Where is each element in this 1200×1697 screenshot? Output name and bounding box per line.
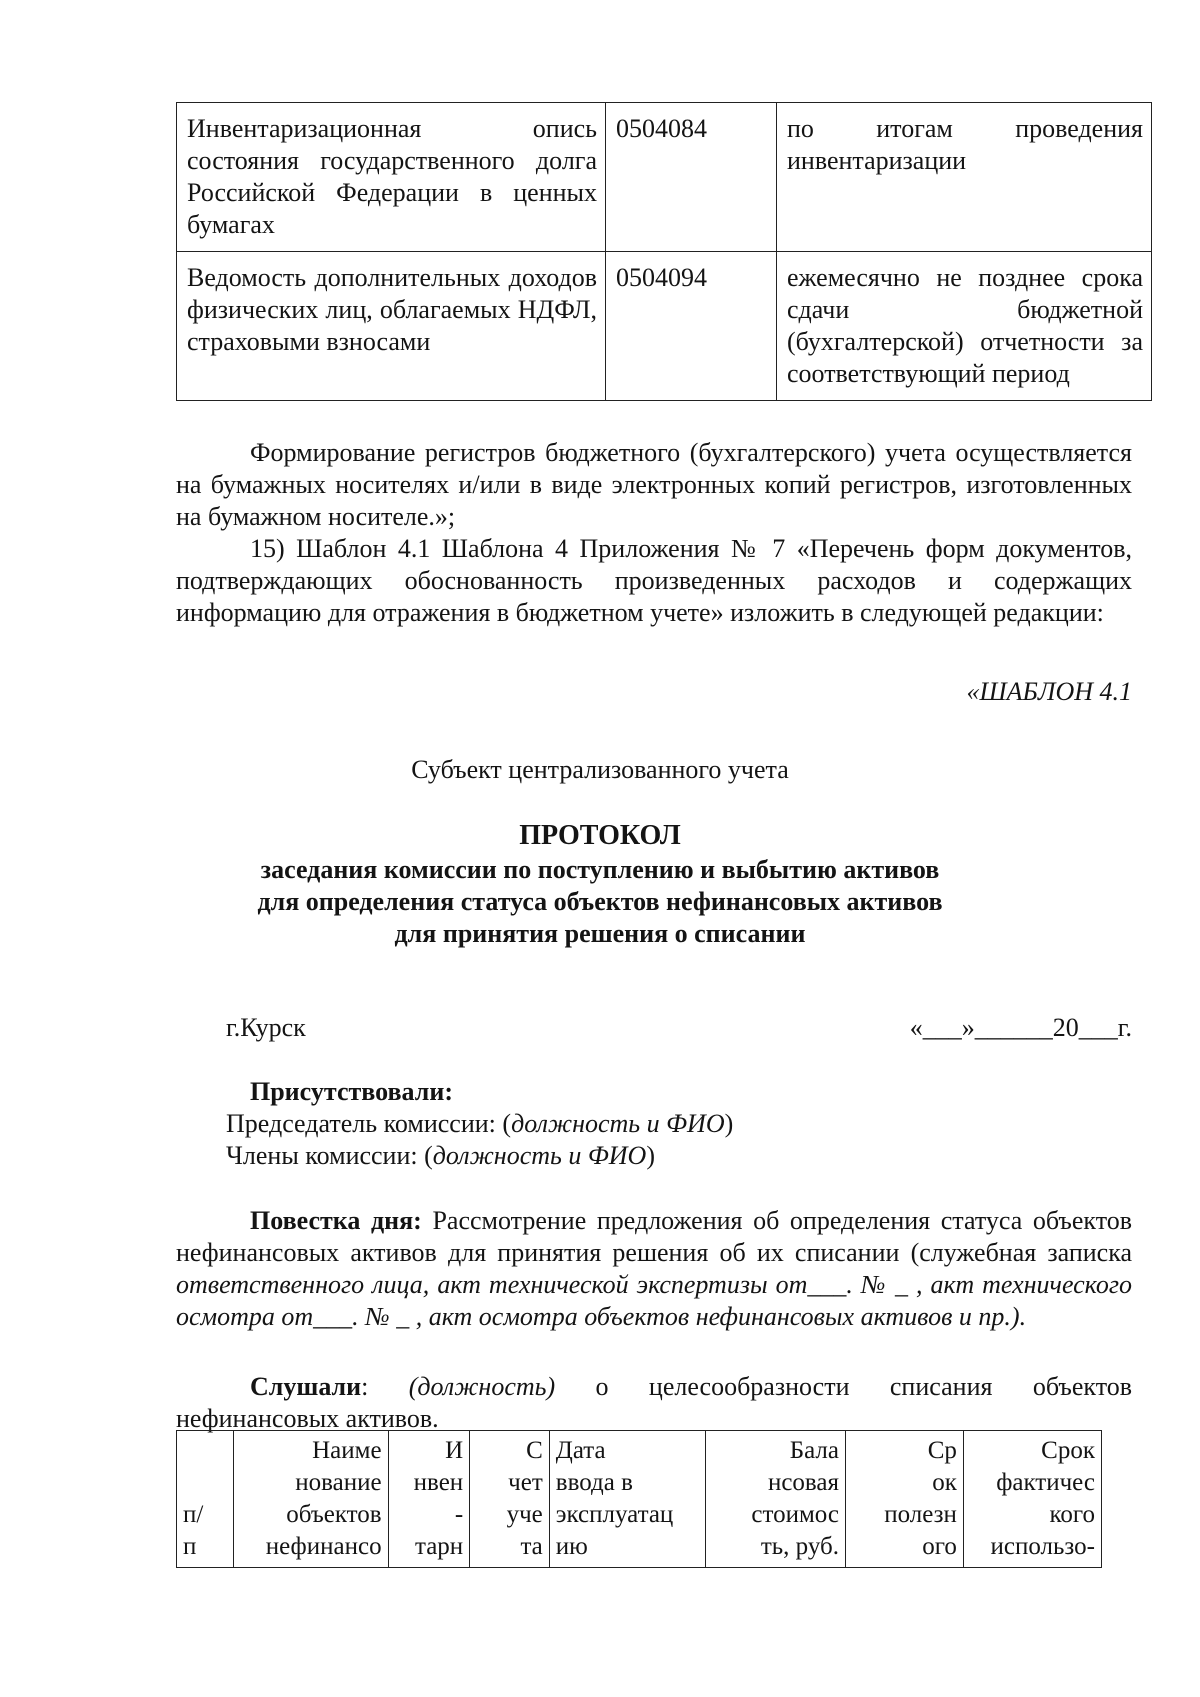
- assets-table: [176, 1430, 1102, 1568]
- form-code-cell: 0504084: [606, 103, 777, 252]
- agenda-label: Повестка дня:: [250, 1206, 422, 1235]
- table-row: [177, 103, 1152, 252]
- protocol-subtitle-line: для принятия решения о списании: [394, 919, 806, 948]
- chairman-hint: должность и ФИО: [511, 1109, 725, 1138]
- members-line: [226, 1140, 655, 1172]
- register-name-cell: Ведомость дополнительных доходов физических лиц, облагаемых НДФЛ, страховыми взносами: [177, 252, 606, 401]
- header-cell-commission-date: Дата ввода в эксплуатац ию: [549, 1431, 705, 1568]
- header-cell-useful-life: Ср ок полезн ого: [846, 1431, 964, 1568]
- heard-text: о целесообразности списания объектов нефинансовых активов.: [176, 1372, 1132, 1433]
- agenda-italic-text: ответственного лица, акт технической экспертизы от___. № _ , акт технического осмотра от___. № _ , акт осмотра объектов нефинансовых активов и пр.).: [176, 1270, 1132, 1331]
- table-header-row: [177, 1431, 1102, 1568]
- template-label: «ШАБЛОН 4.1: [966, 677, 1132, 706]
- period-cell: ежемесячно не позднее срока сдачи бюджетной (бухгалтерской) отчетности за соответствующий период: [777, 252, 1152, 401]
- header-cell-inventory: И нвен - тарн: [388, 1431, 470, 1568]
- paren-close: ): [724, 1109, 734, 1138]
- paragraph-item-15: 15) Шаблон 4.1 Шаблона 4 Приложения № 7 «Перечень форм документов, подтверждающих обоснованность произведенных расходов и содержащих информацию для отражения в бюджетном учете» изложить в следующей редакции:: [176, 534, 1132, 627]
- heard-colon: :: [361, 1372, 409, 1401]
- heard-paragraph: [176, 1371, 1132, 1435]
- form-code-cell: 0504094: [606, 252, 777, 401]
- members-hint: должность и ФИО: [432, 1141, 647, 1170]
- period-cell: по итогам проведения инвентаризации: [777, 103, 1152, 252]
- register-name-cell: Инвентаризационная опись состояния государственного долга Российской Федерации в ценных бумагах: [177, 103, 606, 252]
- protocol-subtitle-line: заседания комиссии по поступлению и выбытию активов: [260, 855, 940, 884]
- header-cell-account: С чет уче та: [470, 1431, 550, 1568]
- header-cell-number: п/ п: [177, 1431, 234, 1568]
- chairman-line: [226, 1108, 733, 1140]
- agenda-paragraph: [176, 1205, 1132, 1333]
- header-cell-name: Наиме нование объектов нефинансо: [234, 1431, 388, 1568]
- members-label: Члены комиссии: (: [226, 1141, 433, 1170]
- body-text: [176, 437, 1132, 629]
- header-cell-book-value: Бала нсовая стоимос ть, руб.: [705, 1431, 845, 1568]
- heard-label: Слушали: [250, 1372, 362, 1401]
- attendees-heading: Присутствовали:: [250, 1077, 453, 1106]
- date-template: «___»______20___г.: [909, 1013, 1132, 1042]
- paragraph-registers: Формирование регистров бюджетного (бухгалтерского) учета осуществляется на бумажных носителях и/или в виде электронных копий регистров, изготовленных на бумажном носителе.»;: [176, 438, 1132, 531]
- chairman-label: Председатель комиссии: (: [226, 1109, 512, 1138]
- table-row: [177, 252, 1152, 401]
- city: г.Курск: [226, 1013, 306, 1042]
- subject-heading: Субъект централизованного учета: [411, 755, 789, 784]
- protocol-title: ПРОТОКОЛ: [519, 820, 681, 851]
- registers-table: [176, 102, 1152, 401]
- agenda-text: Рассмотрение предложения об определения статуса объектов нефинансовых активов для принятия решения об их списании (служебная записка: [176, 1206, 1133, 1267]
- heard-italic: (должность): [408, 1372, 556, 1401]
- paren-close: ): [646, 1141, 655, 1170]
- protocol-subtitle-line: для определения статуса объектов нефинансовых активов: [257, 887, 943, 916]
- header-cell-actual-use: Срок фактичес кого использо-: [963, 1431, 1101, 1568]
